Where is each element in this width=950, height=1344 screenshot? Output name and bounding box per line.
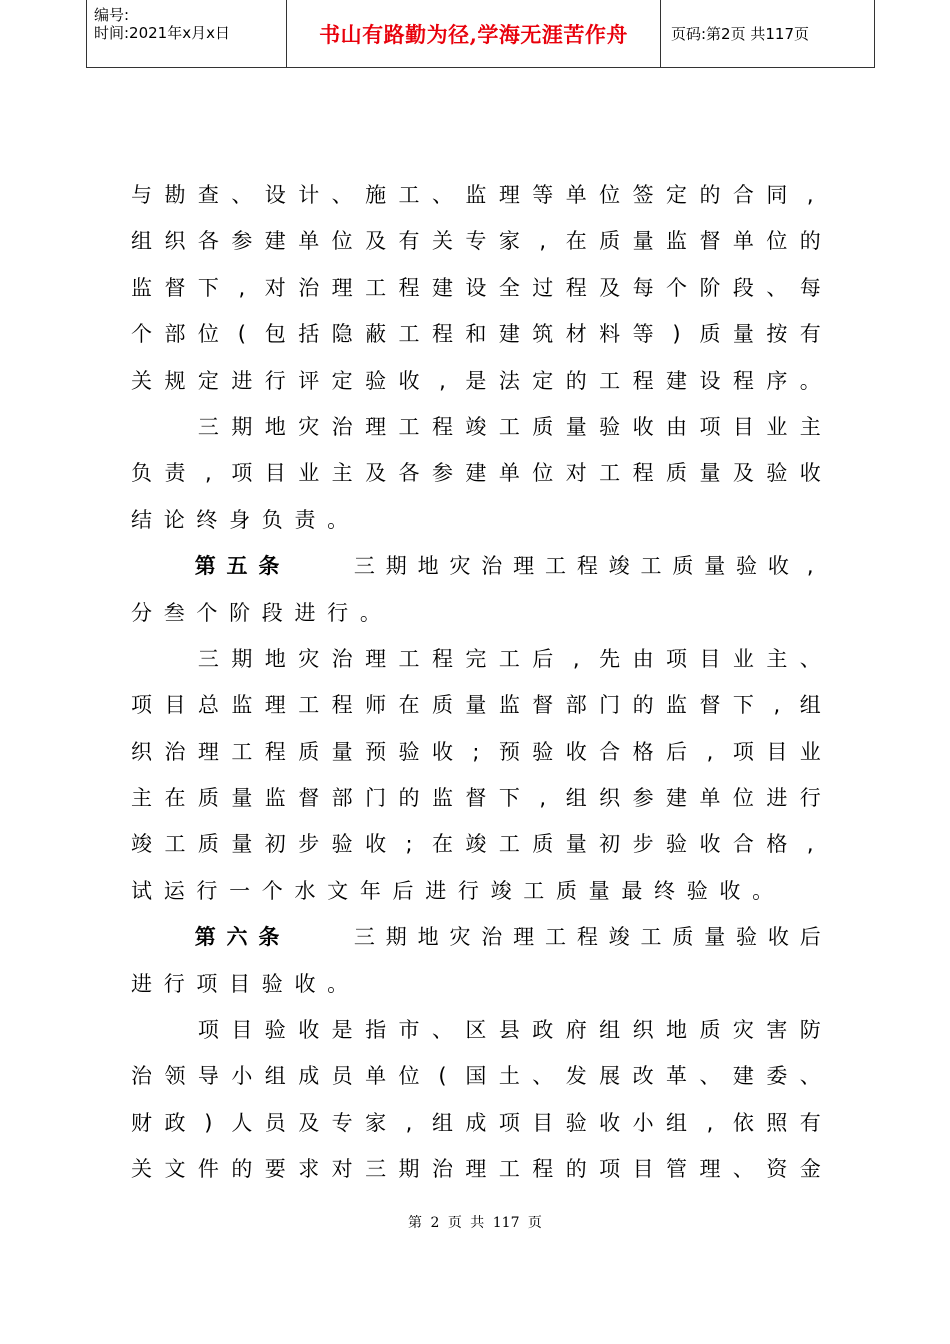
text-line: 关 规 定 进 行 评 定 验 收 , 是 法 定 的 工 程 建 设 程 序 。 [131, 368, 821, 393]
text-line: 项 目 总 监 理 工 程 师 在 质 量 监 督 部 门 的 监 督 下 , 组 [131, 693, 821, 718]
text-line: 关 文 件 的 要 求 对 三 期 治 理 工 程 的 项 目 管 理 、 资 金 [131, 1157, 821, 1182]
text-line: 试 运 行 一 个 水 文 年 后 进 行 竣 工 质 量 最 终 验 收 。 [131, 878, 774, 903]
page-footer: 第 2 页 共 117 页 [408, 1215, 542, 1231]
text-line: 竣 工 质 量 初 步 验 收 ; 在 竣 工 质 量 初 步 验 收 合 格 , [131, 832, 814, 857]
header-motto-cell [287, 0, 661, 67]
text-line: 进 行 项 目 验 收 。 [131, 971, 349, 996]
text-line: 三 期 地 灾 治 理 工 程 竣 工 质 量 验 收 由 项 目 业 主 [197, 414, 821, 439]
text-line: 项 目 验 收 是 指 市 、 区 县 政 府 组 织 地 质 灾 害 防 [197, 1018, 821, 1043]
text-line: 财 政 ) 人 员 及 专 家 , 组 成 项 目 验 收 小 组 , 依 照 有 [131, 1110, 821, 1135]
header-page-code-cell [661, 0, 874, 67]
time-label: 时间:2021年x月x日 [94, 24, 230, 42]
text-line: 与 勘 查 、 设 计 、 施 工 、 监 理 等 单 位 签 定 的 合 同 , [131, 183, 814, 207]
text-line: 监 督 下 , 对 治 理 工 程 建 设 全 过 程 及 每 个 阶 段 、 每 [131, 275, 821, 300]
page-header [86, 0, 875, 68]
text-line: 负 责 , 项 目 业 主 及 各 参 建 单 位 对 工 程 质 量 及 验 收 [131, 461, 821, 486]
text-line: 三 期 地 灾 治 理 工 程 完 工 后 , 先 由 项 目 业 主 、 [197, 646, 821, 671]
header-page-code: 页码:第2页 共117页 [671, 25, 809, 43]
text-line: 织 治 理 工 程 质 量 预 验 收 ; 预 验 收 合 格 后 , 项 目 业 [131, 739, 821, 764]
text-line: 组 织 各 参 建 单 位 及 有 关 专 家 , 在 质 量 监 督 单 位 的 [131, 229, 821, 254]
text-line: 治 领 导 小 组 成 员 单 位 ( 国 土 、 发 展 改 革 、 建 委 、 [131, 1064, 821, 1089]
text-line: 主 在 质 量 监 督 部 门 的 监 督 下 , 组 织 参 建 单 位 进 行 [131, 786, 821, 811]
text-line: 第 六 条 三 期 地 灾 治 理 工 程 竣 工 质 量 验 收 后 [194, 925, 821, 950]
document-body [131, 172, 821, 1193]
text-line: 个 部 位 ( 包 括 隐 蔽 工 程 和 建 筑 材 料 等 ) 质 量 按 有 [131, 322, 821, 347]
text-line: 结 论 终 身 负 责 。 [131, 507, 349, 532]
header-motto: 书山有路勤为径,学海无涯苦作舟 [319, 21, 628, 47]
number-label: 编号: [94, 6, 130, 24]
text-line: 分 叁 个 阶 段 进 行 。 [131, 600, 381, 625]
text-line: 第 五 条 三 期 地 灾 治 理 工 程 竣 工 质 量 验 收 , [194, 554, 814, 579]
header-meta [87, 0, 287, 67]
